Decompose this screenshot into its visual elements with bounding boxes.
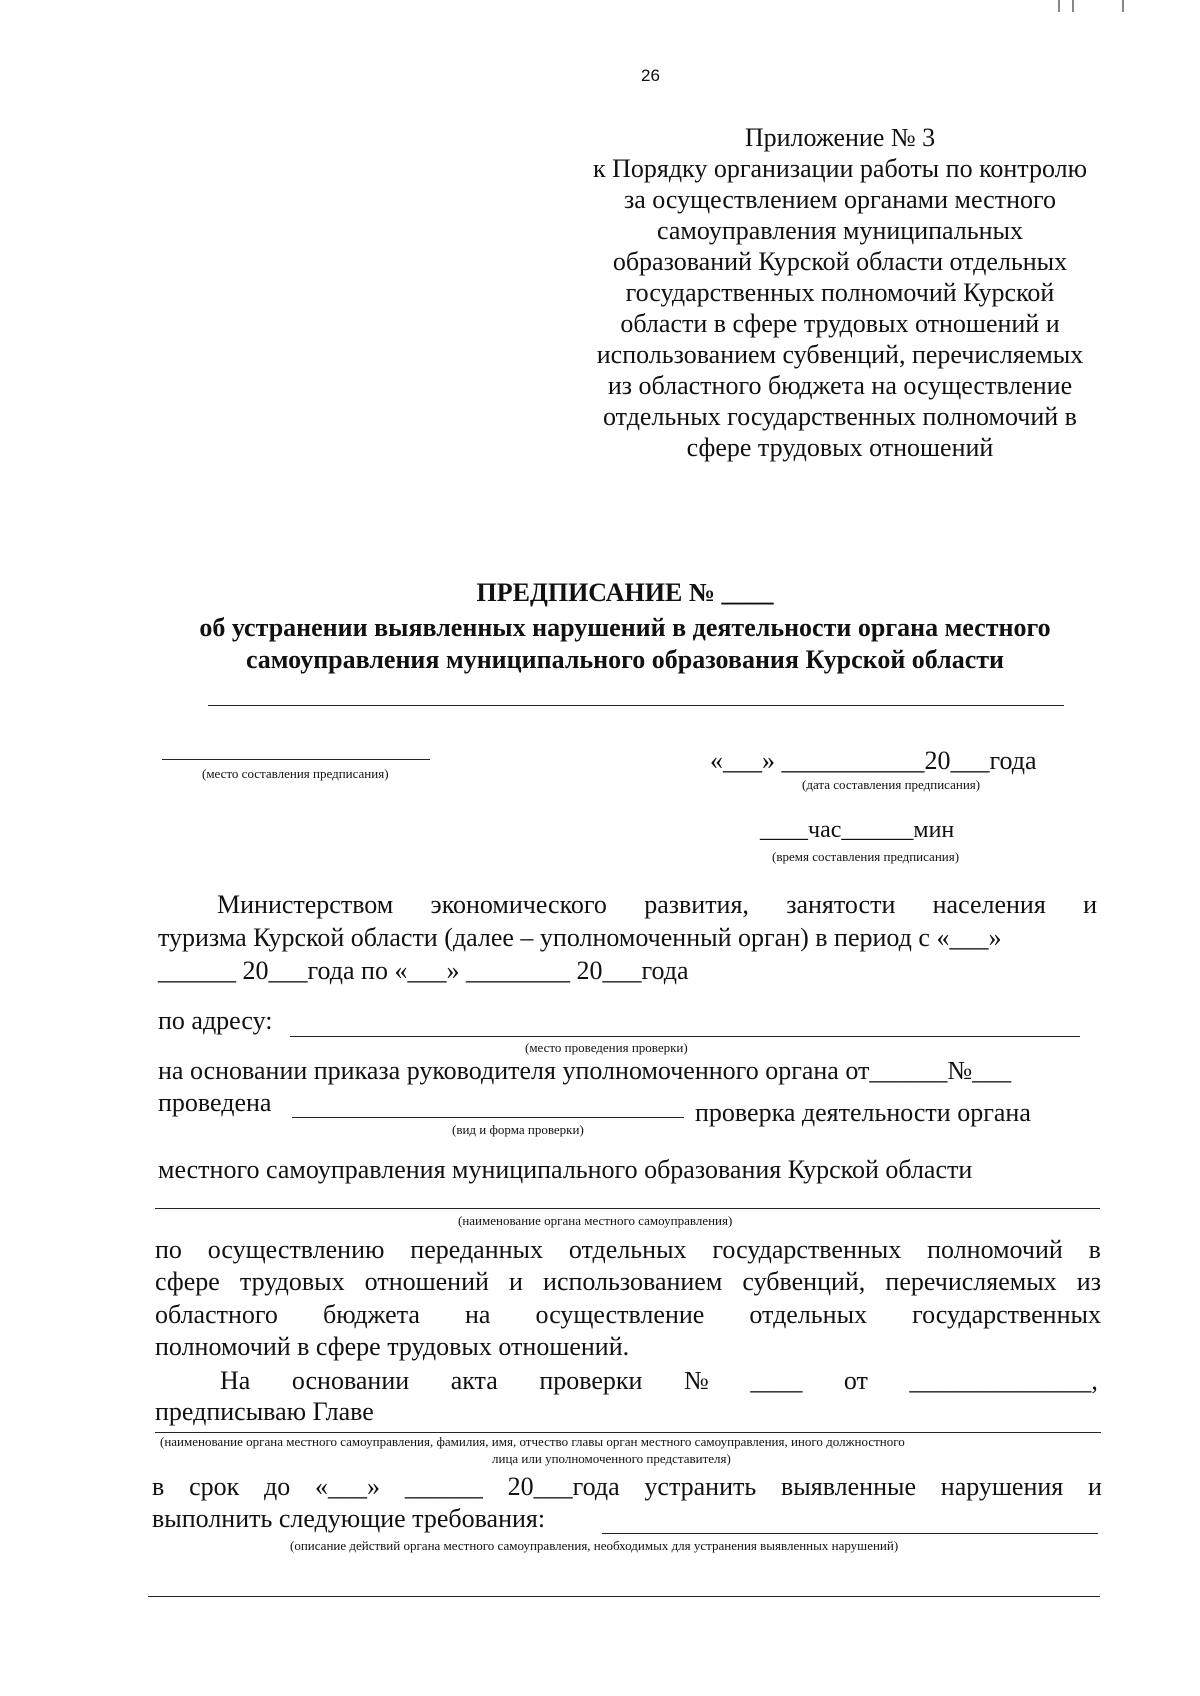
address-line [290,1036,1080,1037]
word: использованием [543,1267,723,1296]
word: ______ [404,1472,483,1501]
body-paragraph-3-line1 [220,1366,1098,1396]
word: 20___года [507,1472,620,1501]
appendix-line: за осуществлением органами местного [623,185,1057,214]
appendix-line: образований Курской области отдельных [612,247,1068,276]
document-title: ПРЕДПИСАНИЕ № ____ [476,578,774,607]
subtitle-underline [208,705,1064,706]
word: отдельных [568,1235,687,1264]
word: развития, [644,890,749,919]
date-caption: (дата составления предписания) [802,777,981,792]
word: до [264,1472,291,1501]
time-caption: (время составления предписания) [772,849,960,864]
word: основании [291,1366,410,1395]
word: от [843,1366,868,1395]
word: и [1083,890,1097,919]
word: № [683,1366,709,1395]
organ-line: местного самоуправления муниципального образования Курской области [158,1155,973,1184]
word: осуществлению [207,1235,385,1264]
word: областного [155,1300,278,1329]
appendix-line: государственных полномочий Курской [625,278,1055,307]
body-paragraph-3-line2: предписываю Главе [155,1397,374,1426]
word: государственных [912,1300,1101,1329]
document-subtitle-line2: самоуправления муниципального образования Курской области [245,645,1005,674]
word: сфере [155,1267,220,1296]
word: Министерством [217,890,394,919]
head-caption-line1: (наименование органа местного самоуправления, фамилия, имя, отчество главы орган местного самоуправления, иного должностного [160,1434,905,1449]
word: осуществление [535,1300,705,1329]
body-paragraph-1-line2: туризма Курской области (далее – уполномоченный орган) в период с «___» [158,923,1002,952]
head-underline [155,1432,1101,1433]
conducted-caption: (вид и форма проверки) [452,1122,584,1137]
body-paragraph-2-line3 [155,1300,1101,1330]
requirements-caption: (описание действий органа местного самоуправления, необходимых для устранения выявленных нарушений) [290,1538,899,1553]
head-caption-line2: лица или уполномоченного представителя) [492,1451,731,1466]
word: На [220,1366,251,1395]
body-paragraph-2-line1 [155,1235,1101,1265]
conducted-line [292,1117,684,1118]
place-caption: (место составления предписания) [202,766,389,781]
word: субвенций, [742,1267,866,1296]
word: экономического [430,890,607,919]
appendix-line: использованием субвенций, перечисляемых [596,340,1084,369]
word: нарушения [940,1472,1064,1501]
word: устранить [644,1472,757,1501]
organ-caption: (наименование органа местного самоуправления) [458,1213,733,1228]
organ-underline [155,1208,1100,1209]
requirements-label: выполнить следующие требования: [152,1504,546,1533]
word: занятости [786,890,896,919]
appendix-block [560,122,1120,463]
word: срок [189,1472,240,1501]
word: отношений [364,1267,489,1296]
body-paragraph-1-line3: ______ 20___года по «___» ________ 20___года [158,956,689,985]
appendix-line: самоуправления муниципальных [656,216,1024,245]
word: по [155,1235,182,1264]
requirements-extra-line [148,1596,1100,1597]
word: перечисляемых [885,1267,1057,1296]
word: полномочий [927,1235,1063,1264]
address-caption: (место проведения проверки) [525,1040,688,1055]
appendix-line: из областного бюджета на осуществление [607,371,1073,400]
word: «___» [315,1472,381,1501]
word: на [465,1300,491,1329]
document-subtitle-line1: об устранении выявленных нарушений в деятельности органа местного [199,613,1051,642]
word: переданных [410,1235,544,1264]
appendix-line: Приложение № 3 [744,123,936,152]
word: акта [450,1366,498,1395]
word: из [1076,1267,1101,1296]
requirements-line [602,1533,1098,1534]
place-line [162,759,430,760]
word: трудовых [239,1267,345,1296]
scan-mark [1072,0,1074,12]
date-field: «___» ___________20___года [710,746,1037,775]
word: ____ [750,1366,803,1395]
body-paragraph-1-line1 [217,890,1097,920]
body-paragraph-2-line2 [155,1267,1101,1297]
scan-mark [1058,0,1060,12]
appendix-line: сфере трудовых отношений [686,433,994,462]
appendix-line: к Порядку организации работы по контролю [592,154,1088,183]
word: государственных [712,1235,902,1264]
scan-mark [1122,0,1124,12]
conducted-label: проведена [158,1088,272,1117]
word: отдельных [749,1300,868,1329]
body-paragraph-2-line4: полномочий в сфере трудовых отношений. [155,1332,630,1361]
order-line: на основании приказа руководителя уполномоченного органа от______№___ [158,1056,1012,1085]
word: проверки [539,1366,643,1395]
conducted-tail: проверка деятельности органа [695,1098,1031,1127]
word: бюджета [323,1300,420,1329]
deadline-line [152,1472,1102,1502]
word: ______________, [909,1366,1098,1395]
address-label: по адресу: [158,1006,273,1035]
appendix-line: области в сфере трудовых отношений и [620,309,1060,338]
word: в [152,1472,165,1501]
time-field: ____час______мин [760,817,955,843]
word: в [1088,1235,1101,1264]
word: и [509,1267,523,1296]
word: и [1088,1472,1102,1501]
appendix-line: отдельных государственных полномочий в [603,402,1077,431]
word: населения [932,890,1046,919]
page-number: 26 [641,66,660,85]
word: выявленные [781,1472,917,1501]
